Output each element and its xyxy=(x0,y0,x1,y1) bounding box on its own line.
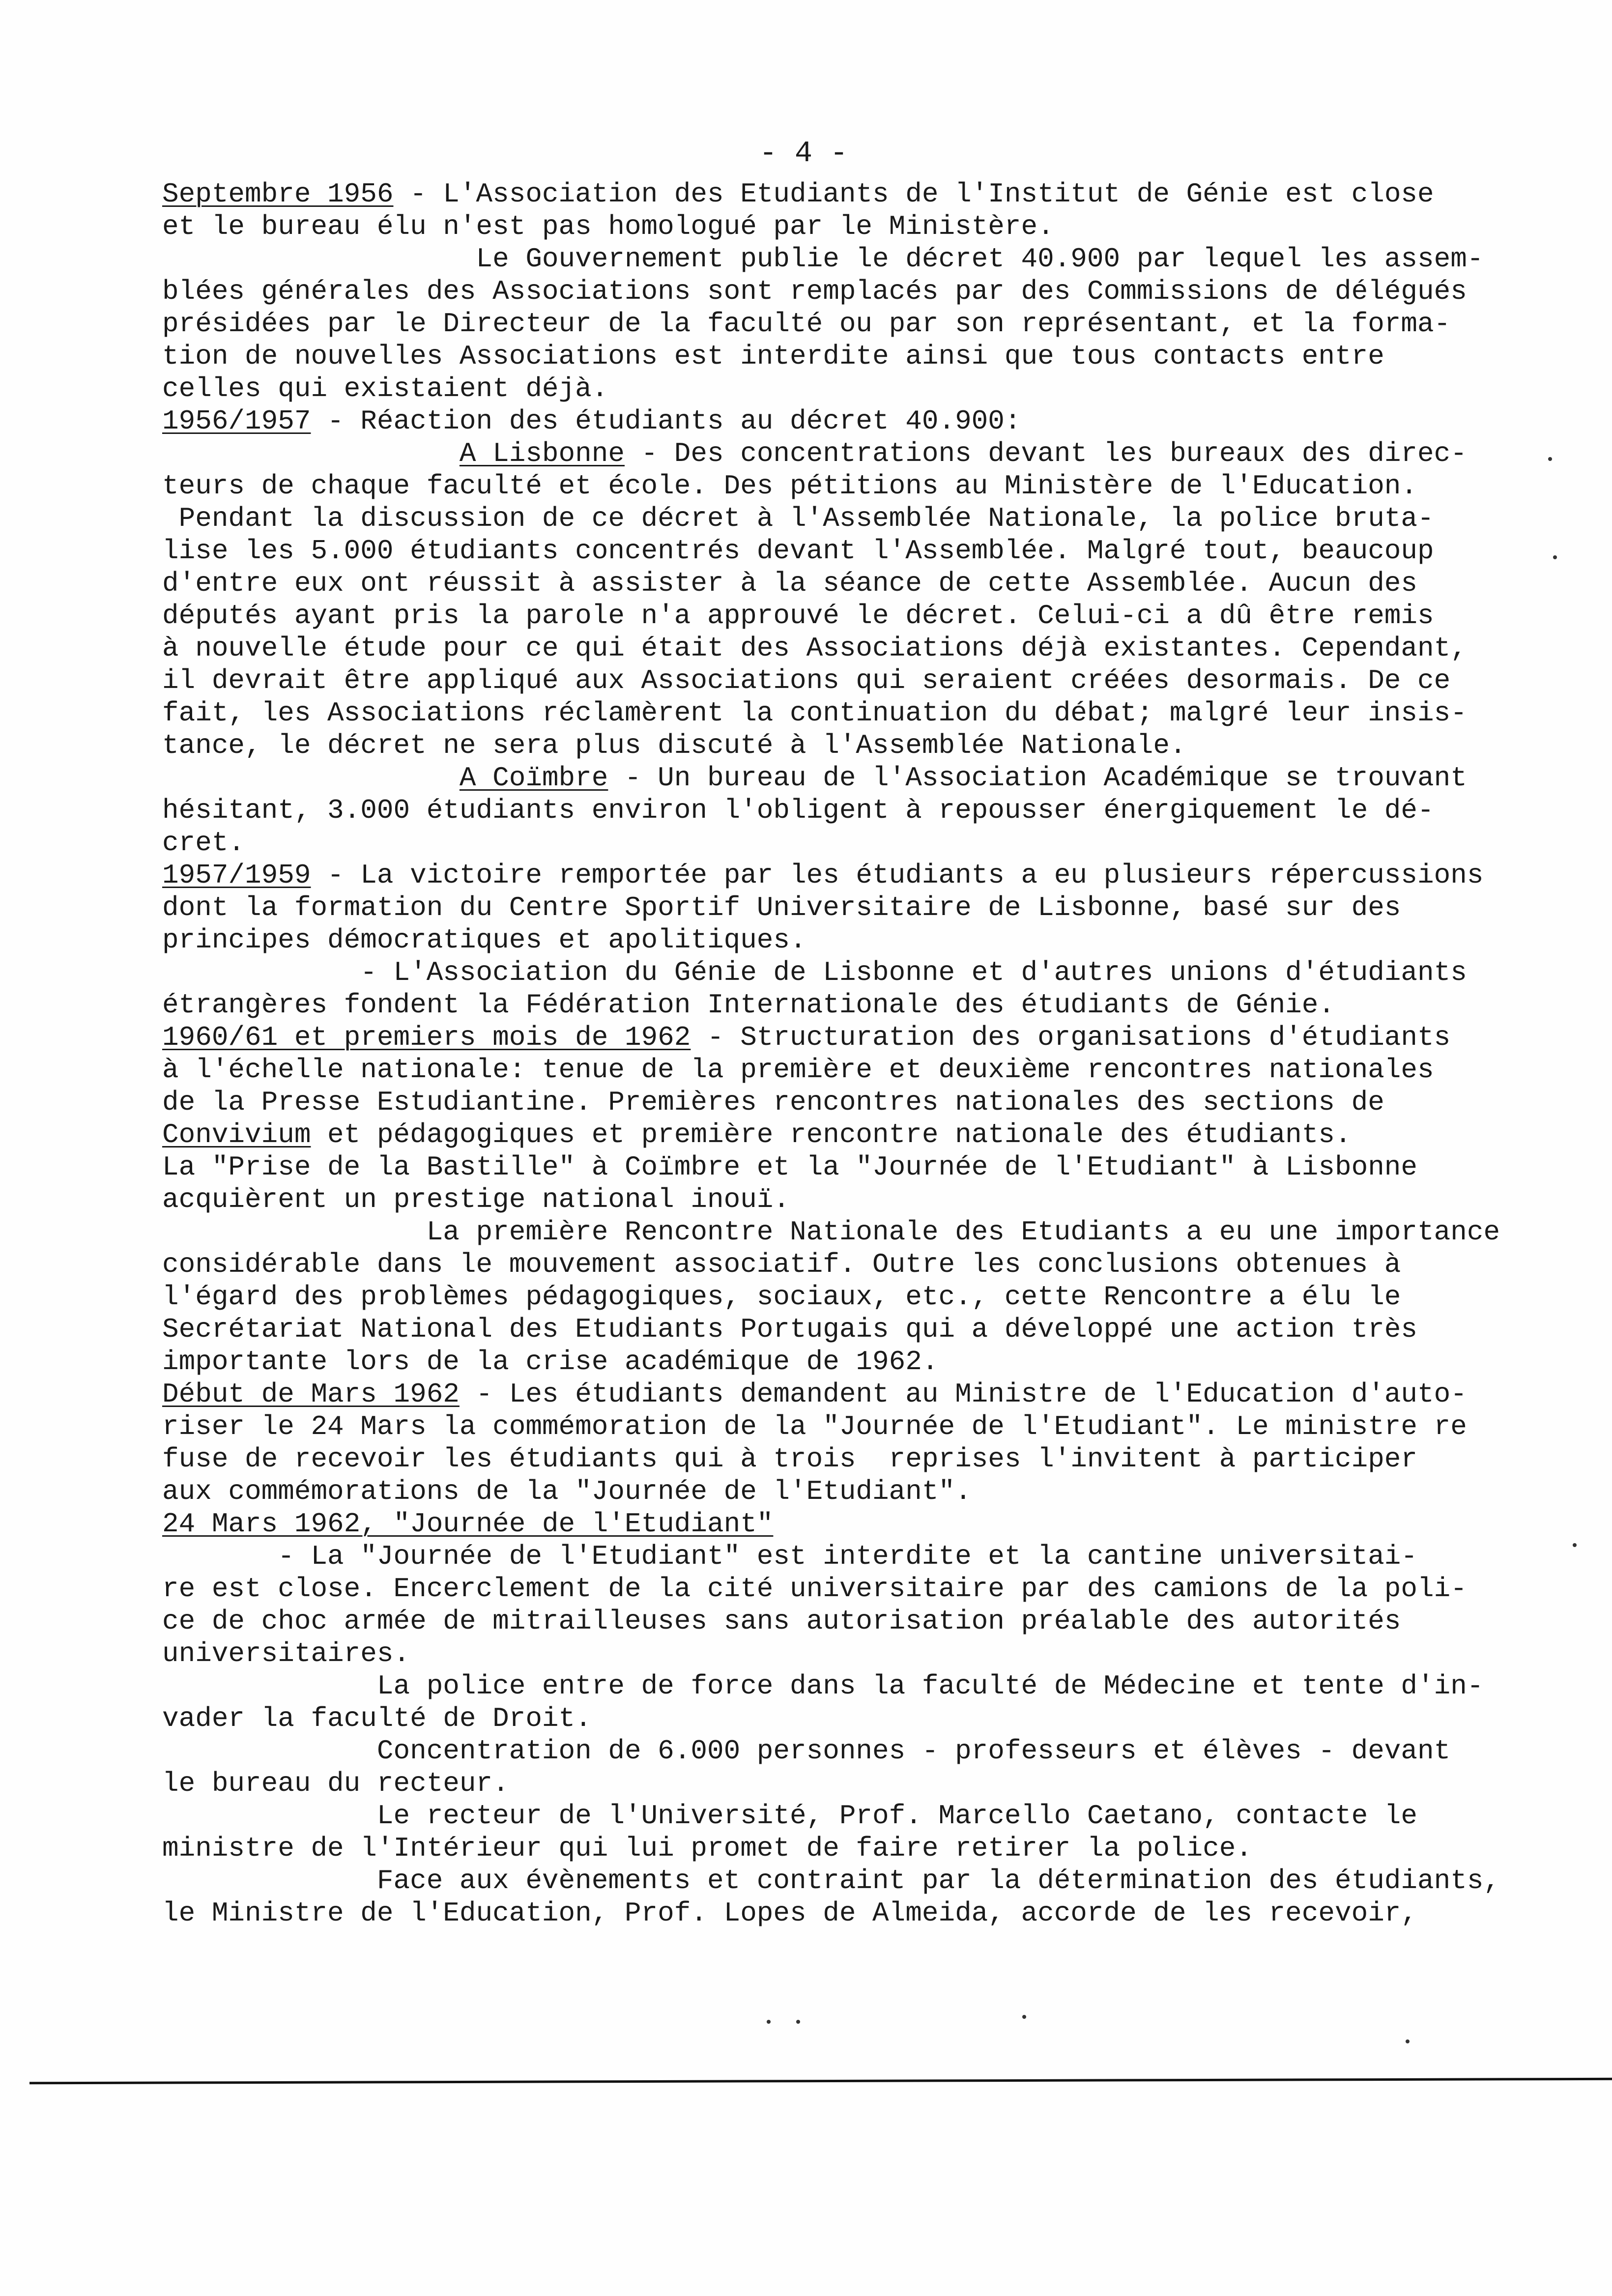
line-text: - La victoire remportée par les étudiants a eu plusieurs répercussions xyxy=(311,860,1484,891)
text-line xyxy=(162,1313,1509,1346)
line-text: universitaires. xyxy=(162,1638,410,1669)
line-text: teurs de chaque faculté et école. Des pétitions au Ministère de l'Education. xyxy=(162,470,1418,502)
line-text: d'entre eux ont réussit à assister à la séance de cette Assemblée. Aucun des xyxy=(162,568,1418,599)
text-line xyxy=(162,859,1509,891)
text-lines xyxy=(162,178,1509,1929)
line-text: tion de nouvelles Associations est interdite ainsi que tous contacts entre xyxy=(162,341,1384,372)
text-line xyxy=(162,827,1509,859)
text-line xyxy=(162,1183,1509,1216)
text-line xyxy=(162,1410,1509,1443)
line-text: ministre de l'Intérieur qui lui promet de faire retirer la police. xyxy=(162,1833,1252,1864)
speck-7 xyxy=(1406,2039,1410,2043)
speck-3 xyxy=(1573,1543,1577,1547)
text-line xyxy=(162,1865,1509,1897)
line-text: ce de choc armée de mitrailleuses sans autorisation préalable des autorités xyxy=(162,1606,1401,1637)
line-text: - Réaction des étudiants au décret 40.900: xyxy=(311,405,1021,437)
line-text: le Ministre de l'Education, Prof. Lopes de Almeida, accorde de les recevoir, xyxy=(162,1897,1418,1929)
line-text: à nouvelle étude pour ce qui était des Associations déjà existantes. Cependant, xyxy=(162,632,1467,664)
line-text: La police entre de force dans la faculté de Médecine et tente d'in- xyxy=(162,1670,1484,1702)
text-line xyxy=(162,1443,1509,1475)
line-text: - Les étudiants demandent au Ministre de l'Education d'auto- xyxy=(459,1378,1467,1410)
line-text: Pendant la discussion de ce décret à l'Assemblée Nationale, la police bruta- xyxy=(162,503,1434,534)
text-line xyxy=(162,1021,1509,1054)
text-line xyxy=(162,275,1509,308)
line-text: à l'échelle nationale: tenue de la première et deuxième rencontres nationales xyxy=(162,1054,1434,1086)
text-line xyxy=(162,1767,1509,1800)
text-line xyxy=(162,502,1509,535)
line-text: tance, le décret ne sera plus discuté à l'Assemblée Nationale. xyxy=(162,730,1186,761)
text-line xyxy=(162,470,1509,502)
line-text: cret. xyxy=(162,827,245,859)
line-text: Le Gouvernement publie le décret 40.900 par lequel les assem- xyxy=(162,243,1484,275)
line-text: fuse de recevoir les étudiants qui à trois reprises l'invitent à participer xyxy=(162,1443,1418,1475)
line-text: hésitant, 3.000 étudiants environ l'obligent à repousser énergiquement le dé- xyxy=(162,795,1434,826)
line-text: riser le 24 Mars la commémoration de la "Journée de l'Etudiant". Le ministre re xyxy=(162,1411,1467,1442)
text-line xyxy=(162,1346,1509,1378)
line-text: re est close. Encerclement de la cité universitaire par des camions de la poli- xyxy=(162,1573,1467,1605)
text-line xyxy=(162,600,1509,632)
text-line xyxy=(162,1216,1509,1248)
underlined-date-heading: A Lisbonne xyxy=(459,438,625,469)
text-line xyxy=(162,567,1509,600)
text-line xyxy=(162,632,1509,664)
underlined-date-heading: 1957/1959 xyxy=(162,860,311,891)
line-text: importante lors de la crise académique de 1962. xyxy=(162,1346,939,1378)
line-text: - L'Association du Génie de Lisbonne et d'autres unions d'étudiants xyxy=(162,957,1467,988)
speck-4 xyxy=(767,2020,771,2024)
underlined-date-heading: 24 Mars 1962, "Journée de l'Etudiant" xyxy=(162,1508,774,1540)
line-text: députés ayant pris la parole n'a approuvé le décret. Celui-ci a dû être remis xyxy=(162,600,1434,631)
text-line xyxy=(162,437,1509,470)
text-line xyxy=(162,729,1509,762)
underlined-date-heading: 1960/61 et premiers mois de 1962 xyxy=(162,1022,691,1053)
text-line xyxy=(162,1248,1509,1281)
underlined-date-heading: Début de Mars 1962 xyxy=(162,1378,460,1410)
text-line xyxy=(162,1800,1509,1832)
line-text: Le recteur de l'Université, Prof. Marcello Caetano, contacte le xyxy=(162,1800,1418,1832)
text-line xyxy=(162,1832,1509,1865)
text-line xyxy=(162,1605,1509,1637)
page-number: - 4 - xyxy=(759,137,848,171)
line-text: et le bureau élu n'est pas homologué par le Ministère. xyxy=(162,211,1054,242)
line-text: il devrait être appliqué aux Associations qui seraient créées desormais. De ce xyxy=(162,665,1451,696)
underlined-date-heading: A Coïmbre xyxy=(459,762,608,794)
text-line xyxy=(162,1475,1509,1508)
text-line xyxy=(162,956,1509,989)
speck-5 xyxy=(796,2020,800,2024)
text-line xyxy=(162,308,1509,340)
line-text: blées générales des Associations sont remplacés par des Commissions de délégués xyxy=(162,276,1467,307)
line-indent xyxy=(162,762,460,794)
line-text: dont la formation du Centre Sportif Universitaire de Lisbonne, basé sur des xyxy=(162,892,1401,923)
line-text: fait, les Associations réclamèrent la continuation du débat; malgré leur insis- xyxy=(162,697,1467,729)
line-text: l'égard des problèmes pédagogiques, sociaux, etc., cette Rencontre a élu le xyxy=(162,1281,1401,1313)
text-line xyxy=(162,1637,1509,1670)
speck-2 xyxy=(1553,555,1557,559)
line-text: présidées par le Directeur de la faculté ou par son représentant, et la forma- xyxy=(162,308,1451,340)
typed-text-block xyxy=(162,138,1509,1929)
text-line xyxy=(162,762,1509,794)
line-text: Face aux évènements et contraint par la détermination des étudiants, xyxy=(162,1865,1500,1896)
line-text: et pédagogiques et première rencontre nationale des étudiants. xyxy=(311,1119,1352,1150)
text-line xyxy=(162,1378,1509,1410)
line-text: celles qui existaient déjà. xyxy=(162,373,608,404)
text-line xyxy=(162,1119,1509,1151)
line-text: Concentration de 6.000 personnes - professeurs et élèves - devant xyxy=(162,1735,1451,1767)
text-line xyxy=(162,1735,1509,1767)
text-line xyxy=(162,178,1509,210)
text-line xyxy=(162,1508,1509,1540)
line-text: étrangères fondent la Fédération Internationale des étudiants de Génie. xyxy=(162,989,1335,1021)
line-text: - Structuration des organisations d'étudiants xyxy=(691,1022,1451,1053)
line-indent xyxy=(162,438,460,469)
text-line xyxy=(162,1086,1509,1119)
line-text: - L'Association des Etudiants de l'Institut de Génie est close xyxy=(393,178,1434,210)
line-text: acquièrent un prestige national inouï. xyxy=(162,1184,790,1215)
text-line xyxy=(162,891,1509,924)
line-text: La "Prise de la Bastille" à Coïmbre et la "Journée de l'Etudiant" à Lisbonne xyxy=(162,1151,1418,1183)
text-line xyxy=(162,1281,1509,1313)
bottom-rule xyxy=(29,2078,1612,2084)
underlined-date-heading: 1956/1957 xyxy=(162,405,311,437)
line-text: La première Rencontre Nationale des Etudiants a eu une importance xyxy=(162,1216,1500,1248)
speck-1 xyxy=(1548,457,1552,461)
line-text: lise les 5.000 étudiants concentrés devant l'Assemblée. Malgré tout, beaucoup xyxy=(162,535,1434,567)
text-line xyxy=(162,535,1509,567)
text-line xyxy=(162,1540,1509,1573)
text-line xyxy=(162,405,1509,437)
line-text: le bureau du recteur. xyxy=(162,1768,509,1799)
line-text: - La "Journée de l'Etudiant" est interdite et la cantine universitai- xyxy=(162,1541,1418,1572)
text-line xyxy=(162,1897,1509,1929)
text-line xyxy=(162,373,1509,405)
text-line xyxy=(162,794,1509,827)
line-text: Secrétariat National des Etudiants Portugais qui a développé une action très xyxy=(162,1314,1418,1345)
line-text: vader la faculté de Droit. xyxy=(162,1703,592,1734)
underlined-date-heading: Convivium xyxy=(162,1119,311,1150)
line-text: - Un bureau de l'Association Académique se trouvant xyxy=(608,762,1467,794)
text-line xyxy=(162,1054,1509,1086)
line-text: principes démocratiques et apolitiques. xyxy=(162,924,806,956)
text-line xyxy=(162,340,1509,373)
text-line xyxy=(162,924,1509,956)
line-text: aux commémorations de la "Journée de l'Etudiant". xyxy=(162,1476,972,1507)
text-line xyxy=(162,697,1509,729)
text-line xyxy=(162,1702,1509,1735)
line-text: considérable dans le mouvement associatif. Outre les conclusions obtenues à xyxy=(162,1249,1401,1280)
text-line xyxy=(162,989,1509,1021)
line-text: de la Presse Estudiantine. Premières rencontres nationales des sections de xyxy=(162,1087,1384,1118)
text-line xyxy=(162,243,1509,275)
speck-6 xyxy=(1022,2015,1026,2019)
text-line xyxy=(162,1670,1509,1702)
line-text: - Des concentrations devant les bureaux des direc- xyxy=(624,438,1467,469)
text-line xyxy=(162,664,1509,697)
text-line xyxy=(162,210,1509,243)
text-line xyxy=(162,1151,1509,1183)
underlined-date-heading: Septembre 1956 xyxy=(162,178,394,210)
text-line xyxy=(162,1573,1509,1605)
